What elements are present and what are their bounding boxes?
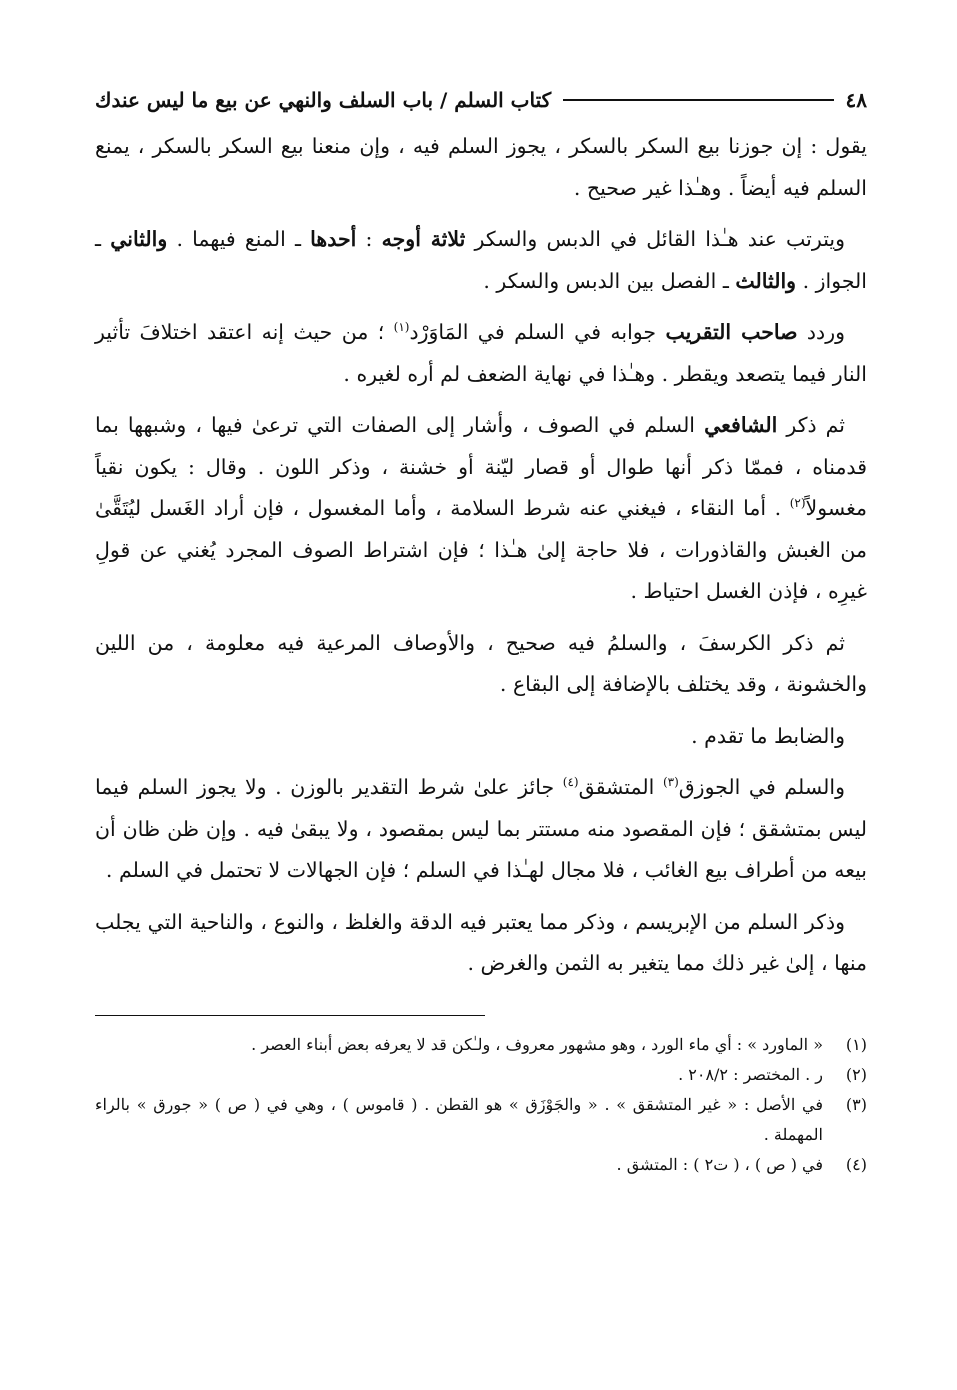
main-text xyxy=(95,126,867,985)
footnote-ref: (١) xyxy=(393,320,410,335)
footnote-ref: (٣) xyxy=(662,775,679,790)
text-segment: جوابه في السلم في المَاوَرْد xyxy=(409,320,666,344)
footnote-text: ر . المختصر : ٢٠٨/٢ . xyxy=(678,1064,823,1084)
footnote xyxy=(95,1150,867,1180)
bold-term: والثاني xyxy=(110,227,168,251)
paragraph xyxy=(95,126,867,209)
header-rule xyxy=(563,99,833,101)
text-segment: والسلم في الجوزق xyxy=(678,775,845,799)
bold-term: أحدها xyxy=(310,227,357,251)
book-page xyxy=(95,78,867,1180)
text-segment: . أما النقاء ، فيغني عنه شرط السلامة ، وأما المغسول ، فإن أراد الغَسل ليُتَقَّىٰ من الغبش والقاذورات ، فلا حاجة إلىٰ هـٰذا ؛ فإن اشتراط الصوف المجرد يُغني عن قولِ غيرِه ، فإذن الغسل احتياط . xyxy=(95,496,867,603)
footnotes xyxy=(95,1030,867,1180)
footnote-ref: (٤) xyxy=(562,775,579,790)
bold-term: ثلاثة أوجه xyxy=(381,227,466,251)
footnote-number: (٤) xyxy=(845,1154,867,1174)
text-segment: ويترتب عند هـٰذا القائل في الدبس والسكر xyxy=(465,227,845,251)
text-segment: ثم ذكر الكرسفَ ، والسلمُ فيه صحيح ، والأوصاف المرعية فيه معلومة ، من اللين والخشونة ، وقد يختلف بالإضافة إلى البقاع . xyxy=(95,630,867,696)
bold-term: صاحب التقريب xyxy=(665,320,798,344)
page-number: ٤٨ xyxy=(845,88,867,112)
bold-term: الشافعي xyxy=(704,413,778,437)
footnote-text: في الأصل : « غير المتشقق » . « والجَوْزَق » هو القطن . ( قاموس ) ، وهي في ( ص ) « جورق » بالراء المهملة . xyxy=(95,1094,823,1144)
text-segment: السلم في الصوف ، وأشار إلى الصفات التي ترعىٰ فيها ، وشبهها بما قدمناه ، فممّا ذكر أنها طوال أو قصار ليّنة أو خشنة ، وذكر اللون . وقال : يكون نقياً مغسولاً xyxy=(95,413,867,520)
footnote-text: « الماورد » : أي ماء الورد ، وهو مشهور معروف ، ولـٰكن قد لا يعرفه بعض أبناء العصر . xyxy=(251,1034,823,1054)
footnote-ref: (٢) xyxy=(789,496,806,511)
paragraph xyxy=(95,623,867,706)
text-segment: يقول : إن جوزنا بيع السكر بالسكر ، يجوز السلم فيه ، وإن منعنا بيع السكر بالسكر ، يمنع السلم فيه أيضاً . وهـٰذا غير صحيح . xyxy=(95,134,867,200)
text-segment: وذكر السلم من الإبريسم ، وذكر مما يعتبر فيه الدقة والغلظ ، والنوع ، والناحية التي يجلب منها ، إلىٰ غير ذلك مما يتغير به الثمن والغرض . xyxy=(95,909,867,975)
paragraph xyxy=(95,902,867,985)
text-segment: ـ الجواز . xyxy=(95,227,867,293)
text-segment: ـ الفصل بين الدبس والسكر . xyxy=(483,268,736,293)
text-segment: والضابط ما تقدم . xyxy=(691,723,845,748)
footnote xyxy=(95,1030,867,1060)
paragraph xyxy=(95,716,867,758)
running-title: كتاب السلم / باب السلف والنهي عن بيع ما ليس عندك xyxy=(95,88,552,112)
text-segment: ـ المنع فيهما . xyxy=(167,227,311,251)
footnote-number: (١) xyxy=(845,1034,867,1054)
footnote-text: في ( ص ) ، ( ت٢ ) : المتشق . xyxy=(616,1154,823,1174)
paragraph xyxy=(95,767,867,892)
text-segment: المتشقق xyxy=(578,775,663,799)
paragraph xyxy=(95,219,867,302)
footnote xyxy=(95,1060,867,1090)
footnote-separator xyxy=(95,1015,485,1016)
paragraph xyxy=(95,405,867,613)
paragraph xyxy=(95,312,867,395)
footnote-number: (٢) xyxy=(845,1064,867,1084)
text-segment: جائز علىٰ شرط التقدير بالوزن . ولا يجوز السلم فيما ليس بمتشقق ؛ فإن المقصود منه مستتر بما ليس بمقصود ، ولا يبقىٰ فيه . وإن ظن ظان أن بيعه من أطراف بيع الغائب ، فلا مجال لهـٰذا في السلم ؛ فإن الجهالات لا تحتمل في السلم . xyxy=(95,775,867,882)
text-segment: وردد xyxy=(797,320,845,344)
footnote-number: (٣) xyxy=(845,1094,867,1114)
bold-term: والثالث xyxy=(735,268,797,293)
text-segment: : xyxy=(356,227,382,251)
footnote xyxy=(95,1090,867,1150)
running-header xyxy=(95,78,867,122)
text-segment: ؛ من حيث إنه اعتقد اختلافَ تأثير النار فيما يتصعد ويقطر . وهـٰذا في نهاية الضعف لم أره لغيره . xyxy=(95,320,867,386)
text-segment: ثم ذكر xyxy=(777,413,845,437)
